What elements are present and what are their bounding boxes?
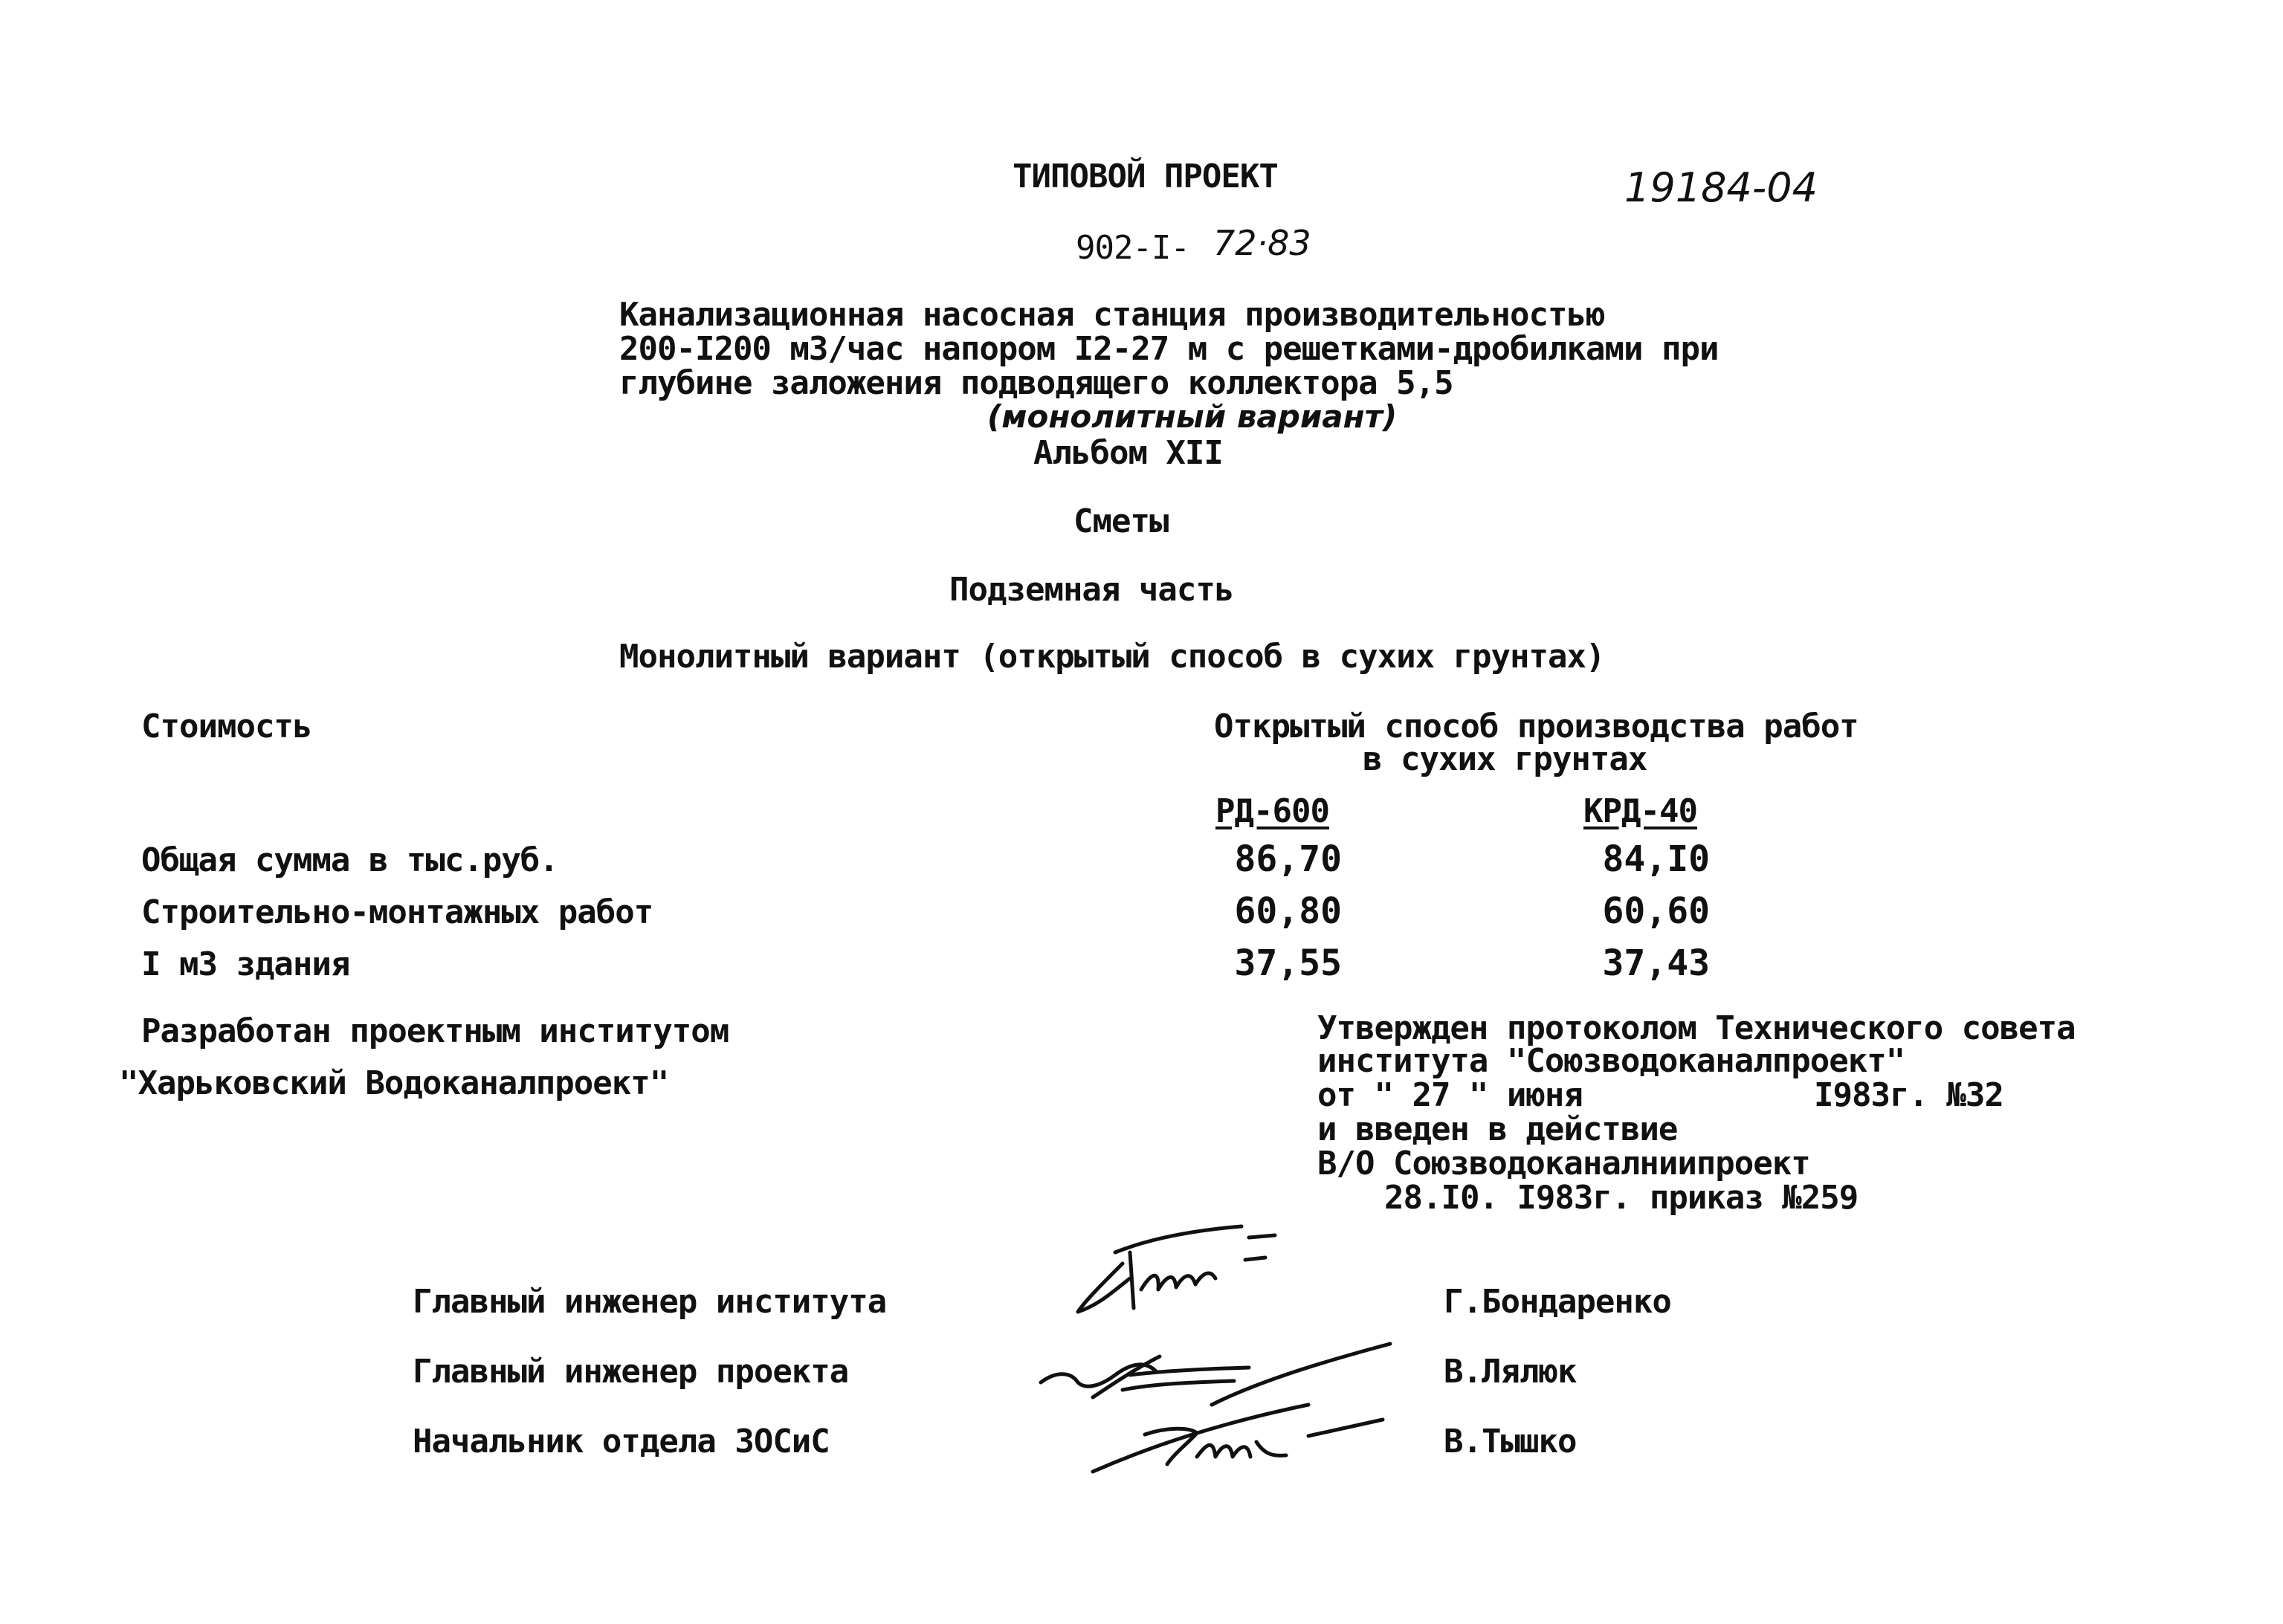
description-line-1: Канализационная насосная станция производительностью: [619, 296, 1605, 334]
signature-bondarenko-icon: [1071, 1219, 1294, 1330]
cost-table-header-line-2: в сухих грунтах: [1363, 740, 1647, 778]
value-per-m3-rd600: 37,55: [1234, 942, 1342, 984]
section-estimates: Сметы: [1073, 502, 1169, 540]
column-header-rd600: РД-600: [1215, 792, 1329, 830]
developer-line-1: Разработан проектным институтом: [141, 1012, 729, 1050]
description-line-3: глубине заложения подводящего коллектора 5,5: [619, 364, 1453, 402]
column-header-krd40: КРД-40: [1583, 792, 1697, 830]
cost-label: Стоимость: [141, 708, 312, 745]
signer-name-bondarenko: Г.Бондаренко: [1444, 1283, 1671, 1321]
handwritten-project-code: 19184-04: [1624, 164, 1818, 211]
section-variant: Монолитный вариант (открытый способ в сухих грунтах): [619, 638, 1605, 676]
project-type-title: ТИПОВОЙ ПРОЕКТ: [1013, 158, 1278, 195]
value-total-krd40: 84,I0: [1602, 838, 1710, 880]
album-number: Альбом XII: [1033, 434, 1223, 472]
row-label-total: Общая сумма в тыс.руб.: [141, 841, 558, 879]
approval-line-2: института "Союзводоканалпроект": [1317, 1042, 1905, 1080]
value-per-m3-krd40: 37,43: [1602, 942, 1710, 984]
signer-name-lyalyuk: В.Лялюк: [1444, 1353, 1577, 1391]
approval-line-1: Утвержден протоколом Технического совета: [1317, 1009, 2076, 1047]
value-construction-rd600: 60,80: [1234, 890, 1342, 932]
value-construction-krd40: 60,60: [1602, 890, 1710, 932]
approval-protocol-number: I983г. №32: [1814, 1076, 2003, 1114]
signer-title-chief-engineer-project: Главный инженер проекта: [413, 1353, 849, 1391]
signer-title-department-head: Начальник отдела ЗОСиС: [413, 1423, 830, 1460]
signer-name-tyshko: В.Тышко: [1444, 1423, 1577, 1460]
approval-date: от " 27 " июня: [1317, 1076, 1583, 1114]
signature-tyshko-icon: [1085, 1382, 1398, 1486]
approval-line-4: и введен в действие: [1317, 1110, 1678, 1148]
row-label-construction: Строительно-монтажных работ: [141, 893, 653, 931]
description-line-2: 200-I200 м3/час напором I2-27 м с решетками-дробилками при: [619, 330, 1719, 368]
section-underground-part: Подземная часть: [949, 571, 1234, 609]
project-number-handwritten: 72·83: [1213, 223, 1311, 263]
value-total-rd600: 86,70: [1234, 838, 1342, 880]
approval-order: 28.I0. I983г. приказ №259: [1384, 1179, 1859, 1217]
developer-institute: "Харьковский Водоканалпроект": [119, 1064, 669, 1102]
handwritten-variant-note: (монолитный вариант): [987, 398, 1398, 435]
row-label-per-m3: I м3 здания: [141, 945, 350, 983]
signer-title-chief-engineer-institute: Главный инженер института: [413, 1283, 887, 1321]
approval-line-5: В/О Союзводоканалниипроект: [1317, 1145, 1810, 1183]
project-number-prefix: 902-I-: [1076, 229, 1189, 267]
cost-table-header-line-1: Открытый способ производства работ: [1214, 708, 1859, 745]
